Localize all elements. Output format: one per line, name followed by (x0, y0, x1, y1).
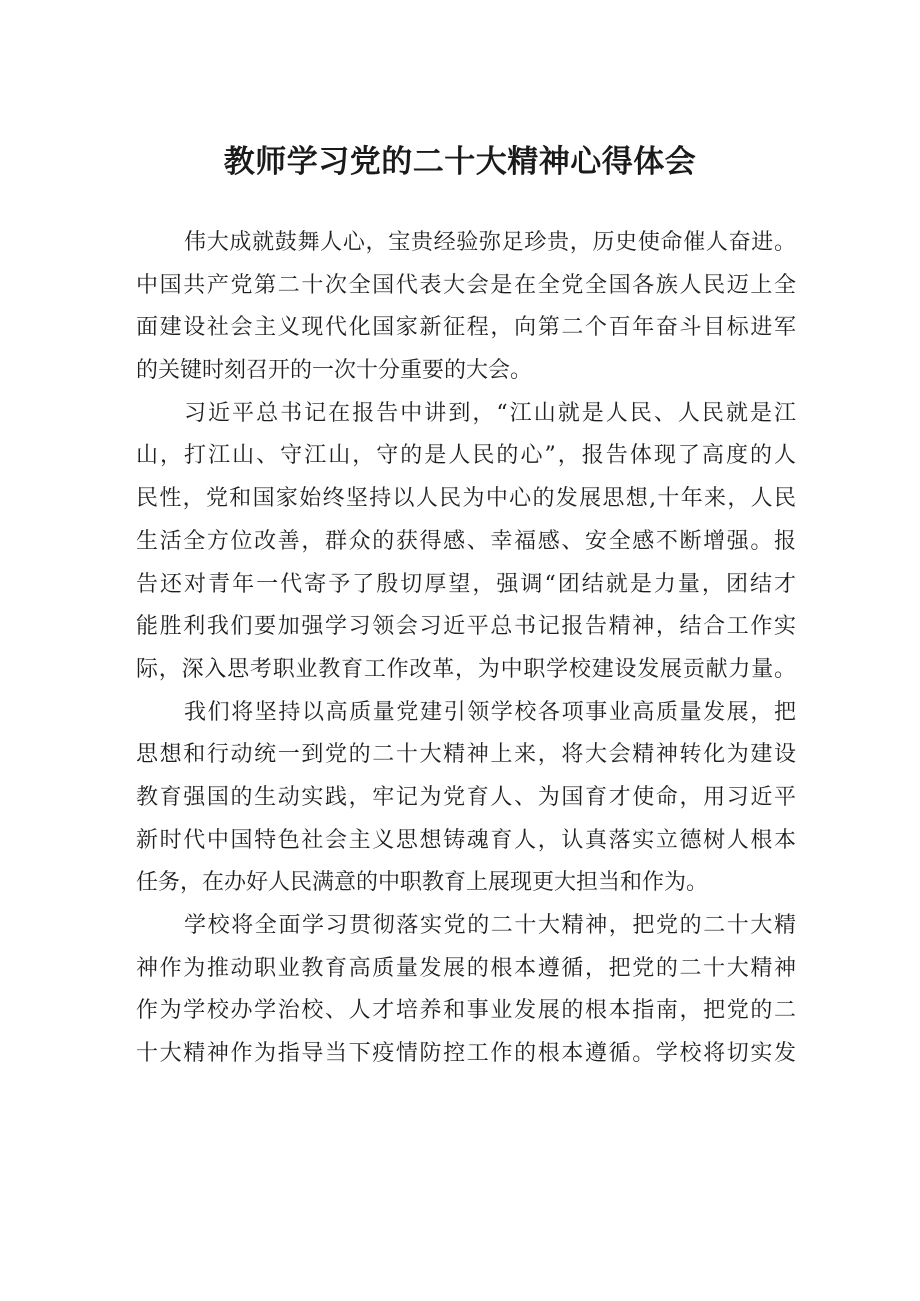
paragraph-line: 我们将坚持以高质量党建引领学校各项事业高质量发展，把 (184, 699, 796, 725)
paragraph-line: 生活全方位改善，群众的获得感、幸福感、安全感不断增强。报 (136, 528, 796, 554)
document-body (136, 222, 796, 1076)
paragraph-line: 教育强国的生动实践，牢记为党育人、为国育才使命，用习近平 (136, 784, 796, 810)
paragraph-line: 民性，党和国家始终坚持以人民为中心的发展思想,十年来，人民 (136, 486, 796, 512)
paragraph-line: 作为学校办学治校、人才培养和事业发展的根本指南，把党的二 (136, 998, 796, 1024)
paragraph-line: 思想和行动统一到党的二十大精神上来，将大会精神转化为建设 (136, 742, 796, 768)
paragraph-line: 中国共产党第二十次全国代表大会是在全党全国各族人民迈上全 (136, 272, 796, 298)
paragraph-line: 神作为推动职业教育高质量发展的根本遵循，把党的二十大精神 (136, 955, 796, 981)
paragraph-line: 任务，在办好人民满意的中职教育上展现更大担当和作为。 (136, 870, 709, 896)
paragraph-1 (136, 222, 796, 393)
paragraph-line: 十大精神作为指导当下疫情防控工作的根本遵循。学校将切实发 (136, 1041, 796, 1067)
paragraph-line: 山，打江山、守江山，守的是人民的心”，报告体现了高度的人 (136, 443, 796, 469)
paragraph-2 (136, 393, 796, 692)
paragraph-line: 习近平总书记在报告中讲到，“江山就是人民、人民就是江 (184, 400, 796, 426)
paragraph-line: 新时代中国特色社会主义思想铸魂育人，认真落实立德树人根本 (136, 827, 796, 853)
paragraph-3 (136, 692, 796, 905)
paragraph-line: 的关键时刻召开的一次十分重要的大会。 (136, 358, 533, 384)
paragraph-line: 告还对青年一代寄予了殷切厚望，强调“团结就是力量，团结才 (136, 571, 796, 597)
paragraph-line: 际，深入思考职业教育工作改革，为中职学校建设发展贡献力量。 (136, 656, 796, 682)
paragraph-line: 学校将全面学习贯彻落实党的二十大精神，把党的二十大精 (184, 913, 796, 938)
document-title: 教师学习党的二十大精神心得体会 (223, 144, 697, 180)
paragraph-line: 伟大成就鼓舞人心，宝贵经验弥足珍贵，历史使命催人奋进。 (184, 230, 796, 255)
paragraph-4 (136, 905, 796, 1076)
paragraph-line: 面建设社会主义现代化国家新征程，向第二个百年奋斗目标进军 (136, 315, 796, 341)
paragraph-line: 能胜利我们要加强学习领会习近平总书记报告精神，结合工作实 (136, 614, 796, 640)
